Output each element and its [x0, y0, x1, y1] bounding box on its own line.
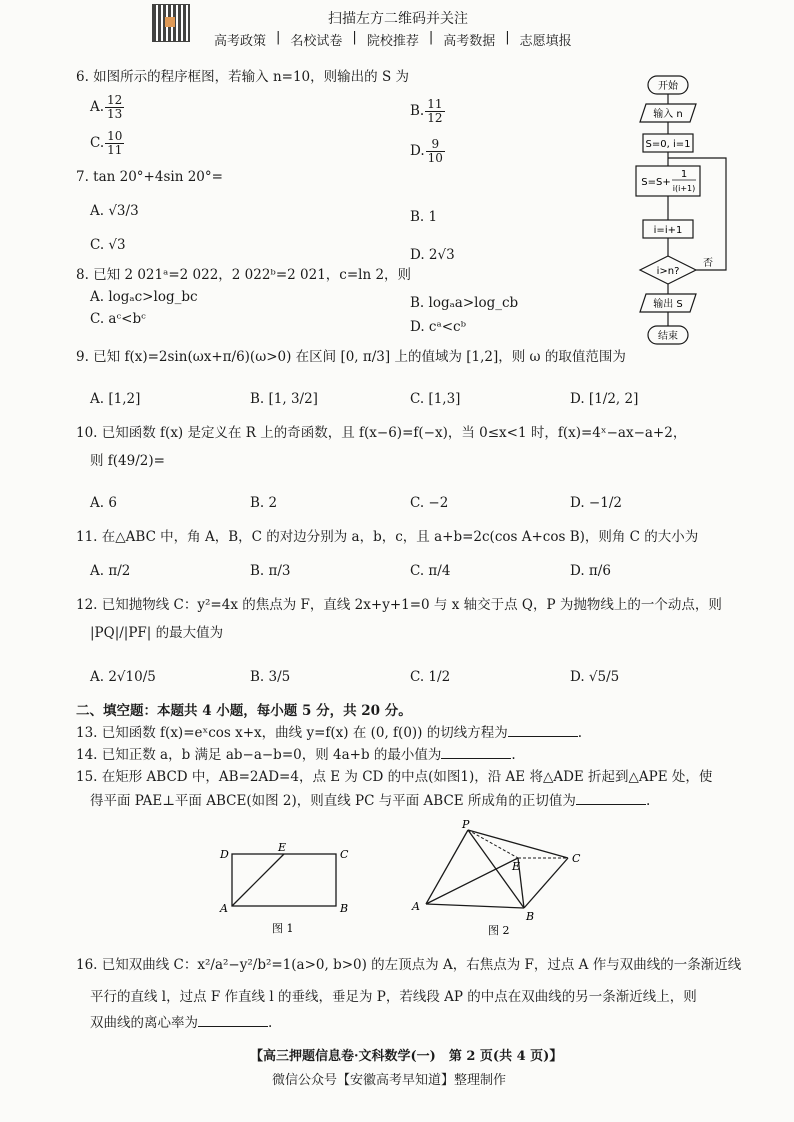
svg-text:C: C [572, 852, 581, 865]
q12-option-d: D. √5/5 [570, 669, 620, 685]
q8-option-c: C. aᶜ<bᶜ [90, 311, 146, 327]
q8-option-b: B. logₐa>log_cb [410, 295, 519, 311]
svg-text:D: D [220, 848, 229, 861]
q16-stem-cont: 平行的直线 l，过点 F 作直线 l 的垂线，垂足为 P，若线段 AP 的中点在双曲线的另一条渐近线上，则 [90, 989, 697, 1005]
q7-option-b: B. 1 [410, 209, 438, 225]
svg-text:i>n?: i>n? [656, 266, 680, 277]
q11-option-b: B. π/3 [250, 563, 291, 579]
q6-stem: 6. 如图所示的程序框图，若输入 n=10，则输出的 S 为 [76, 69, 409, 85]
figure-1-caption: 图 1 [272, 922, 294, 935]
nav-item-schools[interactable]: 院校推荐 [366, 34, 419, 49]
svg-text:输入 n: 输入 n [653, 109, 683, 120]
q8-option-a: A. logₐc>log_bc [90, 289, 198, 305]
svg-text:B: B [526, 910, 535, 923]
program-flowchart [626, 70, 736, 350]
q11-stem: 11. 在△ABC 中，角 A，B，C 的对边分别为 a，b，c，且 a+b=2c(cos A+cos B)，则角 C 的大小为 [76, 529, 699, 545]
figure-2-caption: 图 2 [488, 924, 510, 937]
q6-option-c: C. $\frac{10}{11}$ [90, 129, 123, 157]
svg-text:P: P [462, 818, 470, 831]
qr-code-image[interactable] [152, 4, 190, 42]
q12-option-c: C. 1/2 [410, 669, 451, 685]
nav-item-apply[interactable]: 志愿填报 [519, 34, 572, 49]
q7-option-a: A. √3/3 [90, 203, 139, 219]
q9-option-b: B. [1, 3/2] [250, 391, 318, 407]
nav-item-data[interactable]: 高考数据 [443, 34, 496, 49]
page-footer-note: 微信公众号【安徽高考早知道】整理制作 [272, 1073, 507, 1088]
q10-option-a: A. 6 [90, 495, 117, 511]
q11-option-c: C. π/4 [410, 563, 451, 579]
svg-text:S=S+: S=S+ [641, 177, 671, 188]
svg-text:i=i+1: i=i+1 [653, 225, 683, 236]
q10-option-c: C. −2 [410, 495, 449, 511]
figure-1-rectangle [216, 840, 356, 936]
q13-stem: 13. 已知函数 f(x)=eˣcos x+x，曲线 y=f(x) 在 (0, f(0)) 的切线方程为 . [76, 725, 583, 741]
q8-option-d: D. cᵃ<cᵇ [410, 319, 466, 335]
svg-text:开始: 开始 [658, 81, 678, 92]
q8-stem: 8. 已知 2 021ᵃ=2 022，2 022ᵇ=2 021，c=ln 2，则 [76, 267, 412, 283]
svg-text:输出 S: 输出 S [653, 299, 683, 310]
q6-option-b: B. $\frac{11}{12}$ [410, 97, 443, 125]
svg-text:B: B [340, 902, 349, 915]
q10-stem-cont: 则 f(49/2)= [90, 453, 165, 469]
svg-text:i(i+1): i(i+1) [672, 184, 696, 193]
q15-stem: 15. 在矩形 ABCD 中，AB=2AD=4，点 E 为 CD 的中点(如图1)，沿 AE 将△ADE 折起到△APE 处，使 [76, 769, 713, 785]
q9-stem: 9. 已知 f(x)=2sin(ωx+π/6)(ω>0) 在区间 [0, π/3] 上的值域为 [1,2]，则 ω 的取值范围为 [76, 349, 626, 365]
q7-option-c: C. √3 [90, 237, 126, 253]
svg-text:E: E [512, 860, 521, 873]
header-nav: 高考政策 | 名校试卷 | 院校推荐 | 高考数据 | 志愿填报 [214, 30, 572, 49]
svg-text:A: A [220, 902, 228, 915]
figure-2-folded [408, 818, 588, 938]
svg-text:S=0, i=1: S=0, i=1 [645, 139, 691, 150]
svg-text:否: 否 [703, 258, 713, 269]
q9-option-d: D. [1/2, 2] [570, 391, 639, 407]
nav-item-papers[interactable]: 名校试卷 [290, 34, 343, 49]
q14-stem: 14. 已知正数 a，b 满足 ab−a−b=0，则 4a+b 的最小值为 . [76, 747, 516, 763]
q10-stem: 10. 已知函数 f(x) 是定义在 R 上的奇函数，且 f(x−6)=f(−x)，当 0≤x<1 时，f(x)=4ˣ−ax−a+2， [76, 425, 687, 441]
nav-item-policy[interactable]: 高考政策 [214, 34, 267, 49]
q16-answer-blank[interactable] [198, 1014, 268, 1027]
section-fill-in-heading: 二、填空题：本题共 4 小题，每小题 5 分，共 20 分。 [76, 703, 412, 719]
q12-stem-cont: |PQ|/|PF| 的最大值为 [90, 625, 224, 641]
q7-stem: 7. tan 20°+4sin 20°= [76, 169, 223, 185]
q12-option-b: B. 3/5 [250, 669, 291, 685]
q15-stem-cont: 得平面 PAE⊥平面 ABCE(如图 2)，则直线 PC 与平面 ABCE 所成角的正切值为 . [90, 793, 651, 809]
scan-instruction: 扫描左方二维码并关注 [328, 11, 468, 27]
q7-option-d: D. 2√3 [410, 247, 455, 263]
q9-option-c: C. [1,3] [410, 391, 461, 407]
q13-answer-blank[interactable] [508, 724, 578, 737]
svg-text:C: C [340, 848, 349, 861]
q16-stem: 16. 已知双曲线 C：x²/a²−y²/b²=1(a>0, b>0) 的左顶点为 A，右焦点为 F，过点 A 作与双曲线的一条渐近线 [76, 957, 742, 973]
page-footer-title: 【高三押题信息卷·文科数学(一) 第 2 页(共 4 页)】 [250, 1049, 563, 1064]
svg-text:结束: 结束 [658, 331, 678, 342]
q6-option-a: A. $\frac{12}{13}$ [90, 93, 123, 121]
q11-option-d: D. π/6 [570, 563, 611, 579]
q6-option-d: D. $\frac{9}{10}$ [410, 137, 443, 165]
q14-answer-blank[interactable] [441, 746, 511, 759]
q10-option-b: B. 2 [250, 495, 278, 511]
q15-answer-blank[interactable] [576, 792, 646, 805]
q9-option-a: A. [1,2] [90, 391, 141, 407]
svg-text:E: E [278, 841, 287, 854]
q11-option-a: A. π/2 [90, 563, 131, 579]
svg-text:1: 1 [680, 169, 688, 180]
svg-text:A: A [412, 900, 420, 913]
q10-option-d: D. −1/2 [570, 495, 622, 511]
q16-stem-cont-2: 双曲线的离心率为 . [90, 1015, 273, 1031]
q12-option-a: A. 2√10/5 [90, 669, 156, 685]
q12-stem: 12. 已知抛物线 C：y²=4x 的焦点为 F，直线 2x+y+1=0 与 x 轴交于点 Q，P 为抛物线上的一个动点，则 [76, 597, 722, 613]
